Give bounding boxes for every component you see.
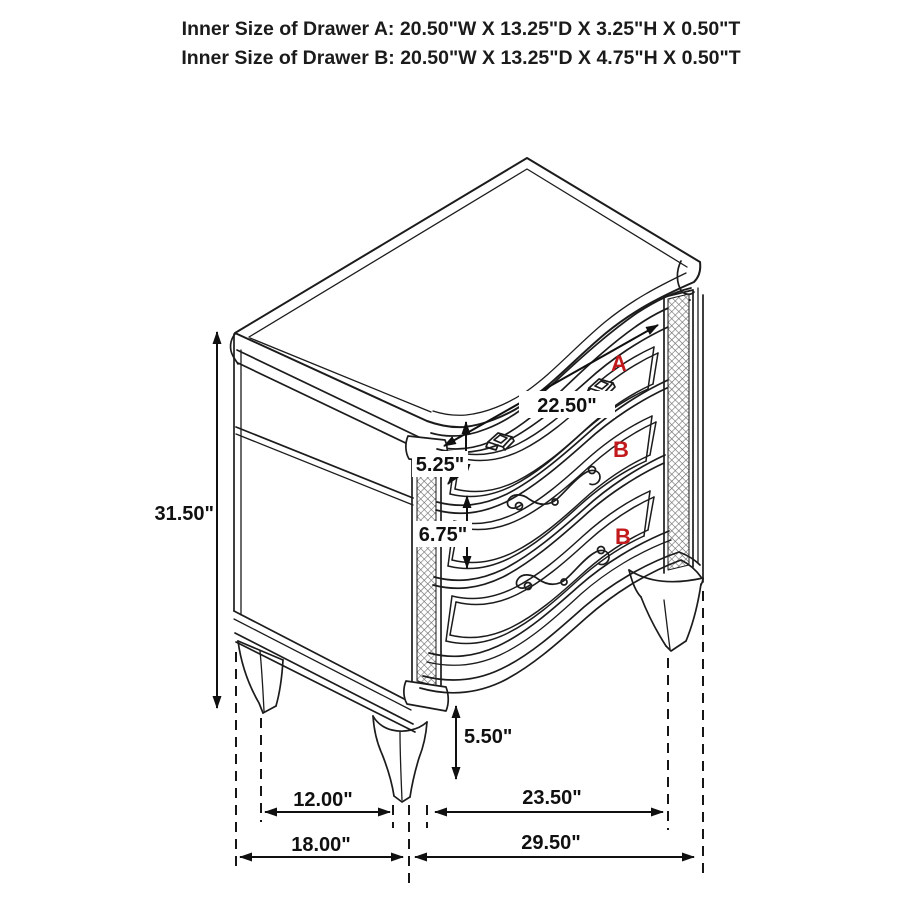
label-drawer-b-height: 6.75": [418, 524, 468, 546]
left-pillar-hatch: [417, 462, 436, 686]
side-mid-rail-2: [236, 434, 413, 505]
label-overall-depth: 18.00": [291, 834, 351, 856]
back-left-leg: [238, 641, 283, 713]
dimension-labels: [154, 391, 615, 856]
top-surface: [235, 158, 700, 427]
apron-line-3: [423, 552, 700, 680]
label-drawer-a: A: [611, 351, 627, 376]
header-line-1: Inner Size of Drawer A: 20.50"W X 13.25"D X 3.25"H X 0.50"T: [181, 18, 741, 40]
label-overall-width: 29.50": [521, 832, 581, 854]
side-mid-rail-1: [236, 427, 413, 498]
header-line-2: Inner Size of Drawer B: 20.50"W X 13.25"D X 4.75"H X 0.50"T: [181, 47, 741, 69]
center-front-leg: [373, 716, 427, 802]
label-drawer-b2: B: [615, 524, 631, 549]
label-overall-height: 31.50": [154, 503, 214, 525]
label-drawer-width: 22.50": [537, 395, 597, 417]
right-pillar-hatch: [668, 294, 689, 570]
label-leg-height: 5.50": [464, 726, 513, 748]
label-drawer-b1: B: [613, 437, 629, 462]
header: [181, 18, 740, 69]
front-right-leg: [629, 570, 703, 651]
label-leg-span-front: 23.50": [522, 787, 582, 809]
nightstand-drawing: [231, 158, 703, 802]
left-pillar-cap-base: [404, 681, 448, 711]
label-drawer-a-height: 5.25": [415, 454, 465, 476]
label-leg-span-side: 12.00": [293, 789, 353, 811]
